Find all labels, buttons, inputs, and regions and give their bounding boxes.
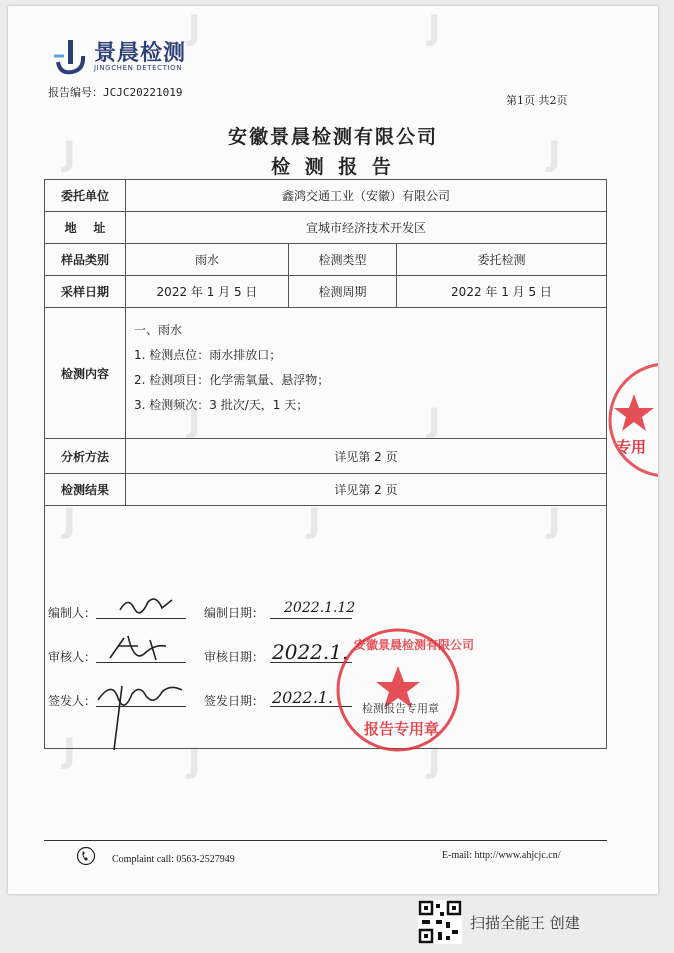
sampling-date-label: 采样日期 (45, 276, 126, 308)
report-number-label: 报告编号： (48, 86, 103, 99)
test-type-label: 检测类型 (289, 244, 397, 276)
sample-type-value: 雨水 (126, 244, 289, 276)
report-number (48, 84, 182, 100)
table-row (45, 439, 607, 474)
side-stamp-text: 专用 (616, 438, 647, 456)
report-number-value: JCJC20221019 (103, 86, 183, 99)
handwritten-signature-icon (104, 632, 174, 666)
footer-divider (44, 840, 607, 841)
watermark-logo-icon: J (548, 134, 561, 174)
content-line: 3. 检测频次：3 批次/天，1 天； (134, 398, 309, 412)
content-value (126, 308, 607, 439)
method-label: 分析方法 (45, 439, 126, 474)
reviewer-label: 审核人： (48, 650, 97, 664)
result-label: 检测结果 (45, 474, 126, 506)
watermark-logo-icon: J (63, 731, 76, 771)
table-row (45, 308, 607, 439)
logo-brand: 景晨检测 (94, 41, 187, 66)
table-row (45, 244, 607, 276)
sampling-date-value: 2022 年 1 月 5 日 (126, 276, 289, 308)
content-label: 检测内容 (45, 308, 126, 439)
watermark-logo-icon: J (188, 8, 201, 48)
editor-label: 编制人： (48, 606, 97, 620)
logo-mark-icon (50, 36, 90, 76)
email: E-mail: http://www.ahjcjc.cn/ (442, 850, 561, 861)
handwritten-signature-icon (92, 670, 192, 760)
result-value: 详见第 2 页 (126, 474, 607, 506)
table-row (45, 474, 607, 506)
qr-code-icon (418, 900, 462, 948)
watermark-logo-icon: J (63, 134, 76, 174)
test-period-value: 2022 年 1 月 5 日 (397, 276, 607, 308)
scanner-credit: 扫描全能王 创建 (470, 914, 580, 932)
watermark-logo-icon: J (63, 501, 76, 541)
report-title: 检 测 报 告 (271, 156, 395, 178)
editor-date-label: 编制日期： (204, 606, 265, 620)
issuer-date-label: 签发日期： (204, 694, 265, 708)
complaint-call: Complaint call: 0563-2527949 (112, 854, 235, 865)
report-page (8, 6, 658, 894)
table-row (45, 276, 607, 308)
content-line: 2. 检测项目：化学需氧量、悬浮物； (134, 373, 330, 387)
logo-subtitle: JINGCHEN DETECTION (94, 64, 183, 72)
client-label: 委托单位 (45, 180, 126, 212)
table-row (45, 180, 607, 212)
table-row (45, 212, 607, 244)
sample-type-label: 样品类别 (45, 244, 126, 276)
issuer-label: 签发人： (48, 694, 97, 708)
handwritten-signature-icon (116, 592, 176, 618)
stamp-seal-icon (604, 350, 658, 490)
reviewer-date-label: 审核日期： (204, 650, 265, 664)
content-line: 1. 检测点位：雨水排放口； (134, 348, 282, 362)
stamp-line2: 报告专用章 (364, 720, 440, 738)
phone-icon (76, 846, 96, 870)
issuer-signature (92, 670, 192, 764)
method-value: 详见第 2 页 (126, 439, 607, 474)
stamp-ring-text: 安徽景晨检测有限公司 (354, 638, 475, 652)
watermark-logo-icon: J (428, 741, 441, 781)
page-info: 第1页 共2页 (506, 94, 568, 107)
watermark-logo-icon: J (548, 501, 561, 541)
issuer-date: 2022.1. (272, 688, 334, 707)
editor-date: 2022.1.12 (284, 600, 356, 616)
reviewer-date: 2022.1. (272, 640, 349, 664)
address-value: 宣城市经济技术开发区 (126, 212, 607, 244)
watermark-logo-icon: J (188, 401, 201, 441)
content-line: 一、雨水 (134, 323, 183, 337)
test-type-value: 委托检测 (397, 244, 607, 276)
side-stamp (604, 350, 658, 490)
watermark-logo-icon: J (188, 741, 201, 781)
company-logo (50, 36, 90, 80)
editor-date-line (270, 618, 352, 619)
client-value: 鑫鸿交通工业（安徽）有限公司 (126, 180, 607, 212)
watermark-logo-icon: J (428, 8, 441, 48)
stamp-line1: 检测报告专用章 (362, 702, 439, 715)
watermark-logo-icon: J (308, 501, 321, 541)
reviewer-signature (104, 632, 174, 670)
address-label: 地 址 (45, 212, 126, 244)
test-period-label: 检测周期 (289, 276, 397, 308)
watermark-logo-icon: J (428, 401, 441, 441)
editor-signature (116, 592, 176, 623)
company-title: 安徽景晨检测有限公司 (227, 126, 438, 148)
